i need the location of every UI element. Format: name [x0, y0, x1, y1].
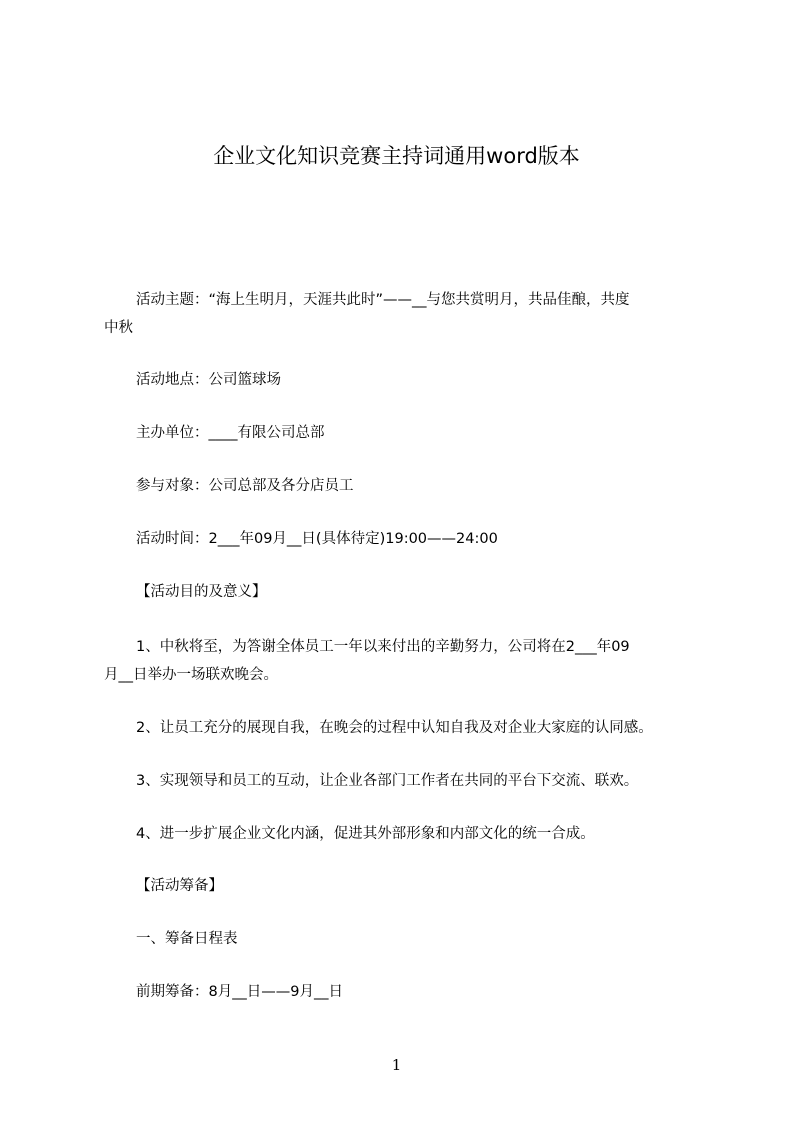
paragraph-line: 活动时间：2___年09月__日(具体待定)19:00——24:00 — [136, 531, 498, 547]
paragraph-line: 主办单位：____有限公司总部 — [136, 425, 325, 441]
paragraph-location — [104, 366, 700, 394]
section-heading-purpose — [104, 578, 700, 606]
paragraph-participants — [104, 472, 700, 500]
paragraph-purpose-2 — [104, 714, 700, 742]
paragraph-line: 3、实现领导和员工的互动，让企业各部门工作者在共同的平台下交流、联欢。 — [136, 773, 639, 789]
paragraph-purpose-1 — [104, 633, 700, 689]
paragraph-line: 中秋 — [104, 320, 133, 336]
page-number: 1 — [391, 1056, 402, 1074]
paragraph-purpose-4 — [104, 820, 700, 848]
paragraph-line: 2、让员工充分的展现自我，在晚会的过程中认知自我及对企业大家庭的认同感。 — [136, 720, 653, 736]
paragraph-line: 前期筹备：8月__日——9月__日 — [136, 984, 343, 1000]
paragraph-line: 【活动筹备】 — [136, 878, 223, 894]
paragraph-line: 月__日举办一场联欢晚会。 — [104, 667, 278, 683]
paragraph-line: 参与对象：公司总部及各分店员工 — [136, 478, 354, 494]
section-heading-preparation — [104, 872, 700, 900]
paragraph-line: 1、中秋将至，为答谢全体员工一年以来付出的辛勤努力，公司将在2___年09 — [136, 639, 630, 655]
paragraph-line: 【活动目的及意义】 — [136, 584, 267, 600]
paragraph-line: 4、进一步扩展企业文化内涵，促进其外部形象和内部文化的统一合成。 — [136, 826, 595, 842]
document-title: 企业文化知识竞赛主持词通用word版本 — [213, 144, 580, 168]
paragraph-line: 活动主题：“海上生明月，天涯共此时”——__与您共赏明月，共品佳酿，共度 — [136, 292, 630, 308]
paragraph-organizer — [104, 419, 700, 447]
paragraph-early-preparation — [104, 978, 700, 1006]
paragraph-line: 一、筹备日程表 — [136, 931, 238, 947]
paragraph-theme — [104, 286, 700, 342]
paragraph-purpose-3 — [104, 767, 700, 795]
paragraph-line: 活动地点：公司篮球场 — [136, 372, 281, 388]
subheading-schedule — [104, 925, 700, 953]
paragraph-time — [104, 525, 700, 553]
